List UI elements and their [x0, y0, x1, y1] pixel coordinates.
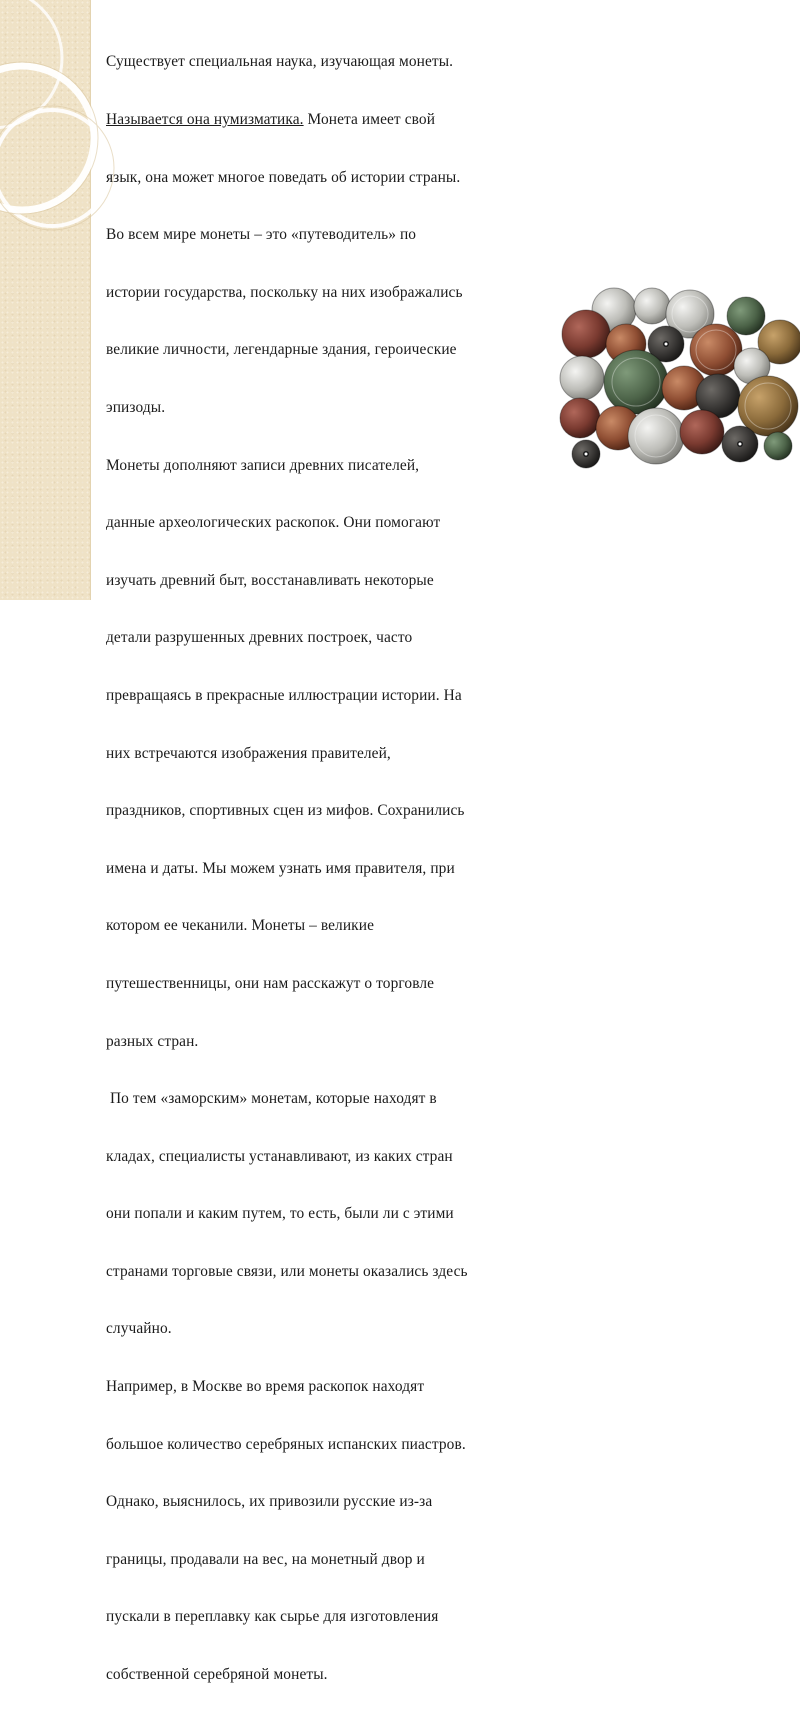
text-line: границы, продавали на вес, на монетный двор и — [106, 1550, 425, 1568]
text-line: изучать древний быт, восстанавливать некоторые — [106, 571, 434, 589]
text-line: странами торговые связи, или монеты оказались здесь — [106, 1262, 468, 1280]
text-line: они попали и каким путем, то есть, были ли с этими — [106, 1205, 454, 1223]
text-line: собственной серебряной монеты. — [106, 1666, 328, 1684]
body-text — [106, 14, 586, 1723]
text-line: путешественницы, они нам расскажут о торговле — [106, 974, 435, 992]
coins-image — [556, 286, 800, 476]
text-line: язык, она может многое поведать об истории страны. — [106, 168, 461, 186]
text-line: них встречаются изображения правителей, — [106, 744, 391, 762]
text-line: данные археологических раскопок. Они помогают — [106, 514, 441, 532]
text-line — [106, 110, 586, 129]
text-line: кладах, специалисты устанавливают, из каких стран — [106, 1147, 453, 1165]
text-line: детали разрушенных древних построек, часто — [106, 629, 413, 647]
decorative-rings — [0, 0, 120, 260]
text-line: истории государства, поскольку на них изображались — [106, 283, 463, 301]
text-line: случайно. — [106, 1320, 172, 1338]
text-line: превращаясь в прекрасные иллюстрации истории. На — [106, 686, 462, 704]
text-line: праздников, спортивных сцен из мифов. Сохранились — [106, 802, 465, 820]
text-line: разных стран. — [106, 1032, 199, 1050]
text-line: Однако, выяснилось, их привозили русские из-за — [106, 1493, 433, 1511]
text-line: пускали в переплавку как сырье для изготовления — [106, 1608, 439, 1626]
text-line-rest: Монета имеет свой — [303, 111, 436, 128]
numismatics-underlined-text: Называется она нумизматика. — [106, 111, 304, 128]
text-line: По тем «заморским» монетам, которые находят в — [106, 1090, 437, 1108]
text-line: Например, в Москве во время раскопок находят — [106, 1378, 425, 1396]
text-line: эпизоды. — [106, 398, 166, 416]
text-line: Монеты дополняют записи древних писателей, — [106, 456, 420, 474]
text-line: имена и даты. Мы можем узнать имя правителя, при — [106, 859, 455, 877]
text-line: великие личности, легендарные здания, героические — [106, 341, 457, 359]
text-line: котором ее чеканили. Монеты – великие — [106, 917, 375, 935]
text-line: Во всем мире монеты – это «путеводитель» по — [106, 226, 417, 244]
text-line: Существует специальная наука, изучающая монеты. — [106, 53, 454, 71]
text-line: большое количество серебряных испанских пиастров. — [106, 1435, 466, 1453]
